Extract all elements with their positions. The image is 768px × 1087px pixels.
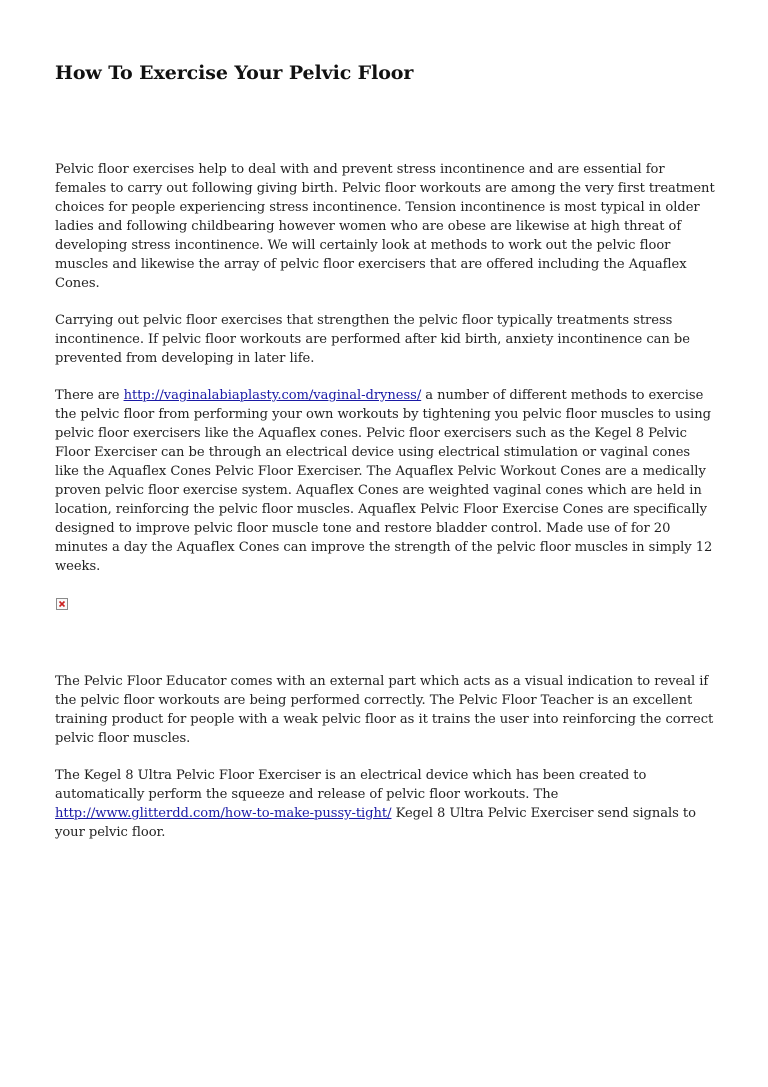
paragraph-methods [55, 386, 715, 576]
broken-image-icon [56, 598, 68, 610]
paragraph-intro: Pelvic floor exercises help to deal with and prevent stress incontinence and are essential for females to carry out following giving birth. Pelvic floor workouts are among the very first treatment choices for people experiencing stress incontinence. Tension incontinence is most typical in older ladies and following childbearing however women who are obese are likewise at high threat of developing stress incontinence. We will certainly look at methods to work out the pelvic floor muscles and likewise the array of pelvic floor exercisers that are offered including the Aquaflex Cones. [55, 162, 715, 291]
image-container [55, 594, 715, 654]
glitterdd-link[interactable]: http://www.glitterdd.com/how-to-make-pussy-tight/ [55, 806, 392, 821]
vaginal-dryness-link[interactable]: http://vaginalabiaplasty.com/vaginal-dryness/ [123, 388, 422, 403]
paragraph-educator: The Pelvic Floor Educator comes with an external part which acts as a visual indication to reveal if the pelvic floor workouts are being performed correctly. The Pelvic Floor Teacher is an excellent training product for people with a weak pelvic floor as it trains the user into reinforcing the correct pelvic floor muscles. [55, 674, 714, 746]
paragraph-kegel-text-before: The Kegel 8 Ultra Pelvic Floor Exerciser is an electrical device which has been created to automatically perform the squeeze and release of pelvic floor workouts. The [55, 768, 647, 802]
paragraph-kegel [55, 766, 715, 842]
page-title: How To Exercise Your Pelvic Floor [55, 62, 414, 84]
article-body [55, 160, 715, 860]
paragraph-kegel-text-after: Kegel 8 Ultra Pelvic Exerciser send signals to your pelvic floor. [55, 806, 696, 840]
paragraph-methods-text-before: There are [55, 388, 124, 403]
paragraph-strengthen: Carrying out pelvic floor exercises that strengthen the pelvic floor typically treatments stress incontinence. If pelvic floor workouts are performed after kid birth, anxiety incontinence can be prevented from developing in later life. [55, 313, 690, 366]
paragraph-methods-text-after: a number of different methods to exercise the pelvic floor from performing your own workouts by tightening you pelvic floor muscles to using pelvic floor exercisers like the Aquaflex cones. Pelvic floor exercisers such as the Kegel 8 Pelvic Floor Exerciser can be through an electrical device using electrical stimulation or vaginal cones like the Aquaflex Cones Pelvic Floor Exerciser. The Aquaflex Pelvic Workout Cones are a medically proven pelvic floor exercise system. Aquaflex Cones are weighted vaginal cones which are held in location, reinforcing the pelvic floor muscles. Aquaflex Pelvic Floor Exercise Cones are specifically designed to improve pelvic floor muscle tone and restore bladder control. Made use of for 20 minutes a day the Aquaflex Cones can improve the strength of the pelvic floor muscles in simply 12 weeks. [55, 388, 713, 574]
